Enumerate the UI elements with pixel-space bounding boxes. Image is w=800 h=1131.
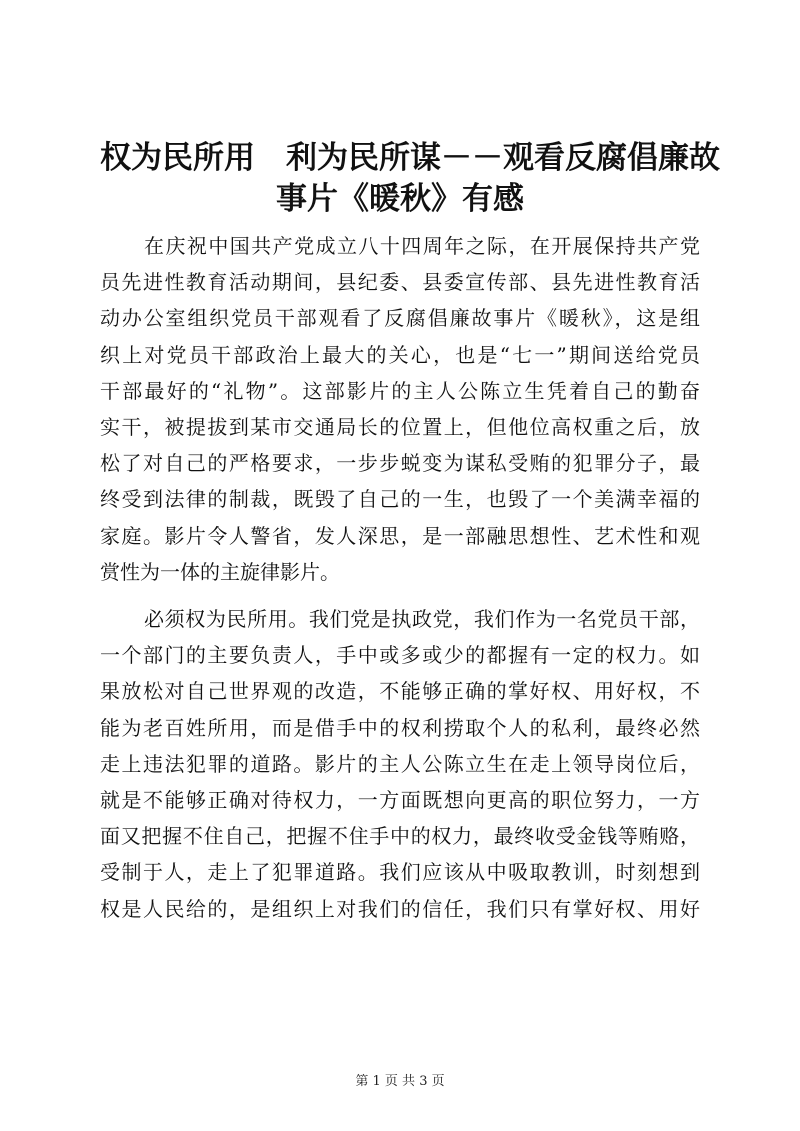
text-line: 实干，被提拔到某市交通局长的位置上，但他位高权重之后，放 <box>100 414 700 439</box>
text-line: 家庭。影片令人警省，发人深思，是一部融思想性、艺术性和观 <box>100 523 700 548</box>
paragraph-2 <box>100 601 700 927</box>
text-line: 干部最好的“礼物”。这部影片的主人公陈立生凭着自己的勤奋 <box>100 378 700 403</box>
document-title <box>100 138 720 220</box>
text-line: 员先进性教育活动期间，县纪委、县委宣传部、县先进性教育活 <box>100 270 700 295</box>
text-line: 受制于人，走上了犯罪道路。我们应该从中吸取教训，时刻想到 <box>100 860 700 885</box>
text-line: 走上违法犯罪的道路。影片的主人公陈立生在走上领导岗位后， <box>100 751 700 776</box>
title-line: 权为民所用 利为民所谋－－观看反腐倡廉故 <box>100 140 720 176</box>
text-line: 松了对自己的严格要求，一步步蜕变为谋私受贿的犯罪分子，最 <box>100 451 700 476</box>
text-line: 织上对党员干部政治上最大的关心，也是“七一”期间送给党员 <box>100 342 700 367</box>
text-line: 在庆祝中国共产党成立八十四周年之际，在开展保持共产党 <box>144 234 700 258</box>
page-footer: 第 1 页 共 3 页 <box>355 1074 445 1089</box>
text-line: 必须权为民所用。我们党是执政党，我们作为一名党员干部， <box>144 607 700 631</box>
text-line: 能为老百姓所用，而是借手中的权利捞取个人的私利，最终必然 <box>100 715 700 740</box>
text-line: 果放松对自己世界观的改造，不能够正确的掌好权、用好权，不 <box>100 679 700 704</box>
title-line: 事片《暖秋》有感 <box>276 181 524 217</box>
paragraph-1 <box>100 228 700 590</box>
text-line: 就是不能够正确对待权力，一方面既想向更高的职位努力，一方 <box>100 787 700 812</box>
text-line: 权是人民给的，是组织上对我们的信任，我们只有掌好权、用好 <box>100 896 700 921</box>
text-line: 终受到法律的制裁，既毁了自己的一生，也毁了一个美满幸福的 <box>100 487 700 512</box>
text-line: 一个部门的主要负责人，手中或多或少的都握有一定的权力。如 <box>100 643 700 668</box>
text-line: 面又把握不住自己，把握不住手中的权力，最终收受金钱等贿赂， <box>100 824 700 849</box>
text-line: 动办公室组织党员干部观看了反腐倡廉故事片《暖秋》，这是组 <box>100 306 700 331</box>
text-line: 赏性为一体的主旋律影片。 <box>100 559 340 584</box>
